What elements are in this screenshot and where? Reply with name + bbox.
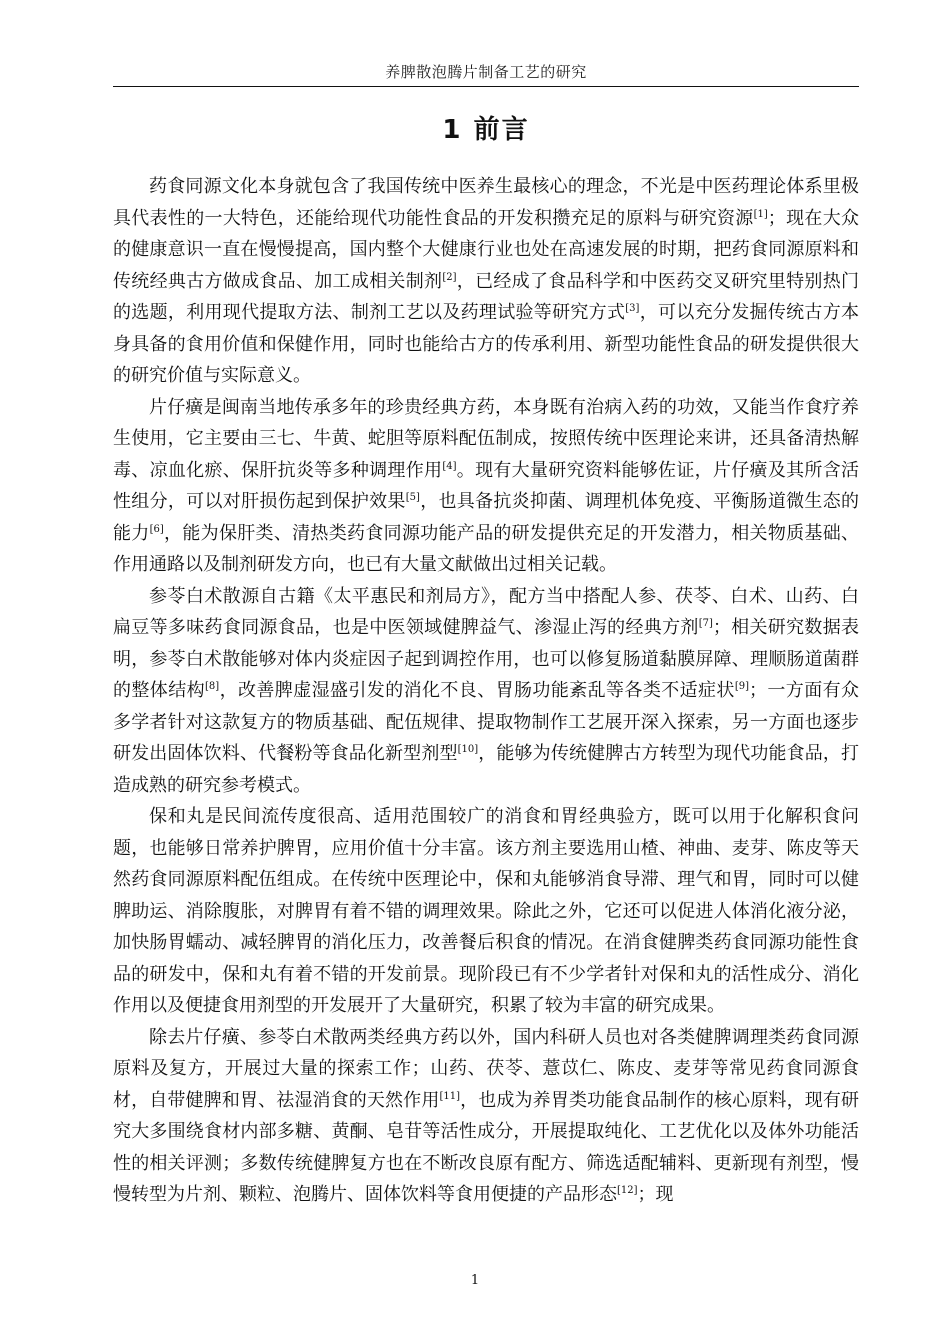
text-run: ，改善脾虚湿盛引发的消化不良、胃肠功能紊乱等各类不适症状: [219, 680, 735, 701]
citation: [6]: [149, 523, 164, 535]
text-run: 片仔癀是闽南当地传承多年的珍贵经典方药，本身既有治病入药的功效，又能当作食疗养生使用，它主要由三七、牛黄、蛇胆等原料配伍制成，按照传统中医理论来讲，还具备清热解毒、凉血化瘀、保肝抗炎等多种调理作用: [113, 396, 859, 481]
citation: [9]: [734, 681, 749, 692]
text-run: ；现: [637, 1184, 674, 1205]
body-text: [113, 171, 859, 1211]
text-run: ，能够为传统健脾古方转型为现代功能食品，打造成熟的研究参考模式。: [113, 743, 860, 796]
text-run: ；现在大众的健康意识一直在慢慢提高，国内整个大健康行业也处在高速发展的时期，把药食同源原料和传统经典古方做成食品、加工成相关制剂: [113, 207, 860, 292]
citation: [3]: [625, 303, 640, 314]
citation: [1]: [753, 208, 768, 220]
text-run: ，能为保肝类、清热类药食同源功能产品的研发提供充足的开发潜力，相关物质基础、作用通路以及制剂研发方向，也已有大量文献做出过相关记载。: [113, 522, 859, 575]
citation: [2]: [442, 271, 457, 283]
citation: [8]: [205, 681, 220, 692]
chapter-title: 1 前言: [442, 115, 530, 145]
paragraph-other-formulas: [113, 1022, 859, 1211]
citation: [7]: [698, 618, 713, 629]
header-divider: [113, 86, 859, 87]
page-number: 1: [470, 1273, 480, 1288]
citation: [12]: [617, 1185, 638, 1196]
text-run: ，已经成了食品科学和中医药交叉研究里特别热门的选题，利用现代提取方法、制剂工艺以及药理试验等研究方式: [113, 270, 860, 323]
text-run: 除去片仔癀、参苓白术散两类经典方药以外，国内科研人员也对各类健脾调理类药食同源原料及复方，开展过大量的探索工作；山药、茯苓、薏苡仁、陈皮、麦芽等常见药食同源食材，自带健脾和胃、祛湿消食的天然作用: [113, 1026, 859, 1111]
paragraph-pianzaihuang: [113, 392, 859, 581]
text-run: ；相关研究数据表明，参苓白术散能够对体内炎症因子起到调控作用，也可以修复肠道黏膜屏障、理顺肠道菌群的整体结构: [113, 617, 859, 701]
paragraph-baohe-wan: [113, 801, 859, 1022]
text-run: ，也具备抗炎抑菌、调理机体免疫、平衡肠道微生态的能力: [113, 491, 860, 544]
text-run: 药食同源文化本身就包含了我国传统中医养生最核心的理念，不光是中医药理论体系里极具代表性的一大特色，还能给现代功能性食品的开发积攒充足的原料与研究资源: [113, 176, 859, 229]
text-run: 保和丸是民间流传度很高、适用范围较广的消食和胃经典验方，既可以用于化解积食问题，也能够日常养护脾胃，应用价值十分丰富。该方剂主要选用山楂、神曲、麦芽、陈皮等天然药食同源原料配伍组成。在传统中医理论中，保和丸能够消食导滞、理气和胃，同时可以健脾助运、消除腹胀，对脾胃有着不错的调理效果。除此之外，它还可以促进人体消化液分泌，加快肠胃蠕动、减轻脾胃的消化压力，改善餐后积食的情况。在消食健脾类药食同源功能性食品的研发中，保和丸有着不错的开发前景。现阶段已有不少学者针对保和丸的活性成分、消化作用以及便捷食用剂型的开发展开了大量研究，积累了较为丰富的研究成果。: [113, 806, 859, 1016]
text-run: ，可以充分发掘传统古方本身具备的食用价值和保健作用，同时也能给古方的传承利用、新型功能性食品的研发提供很大的研究价值与实际意义。: [113, 302, 860, 386]
text-run: ；一方面有众多学者针对这款复方的物质基础、配伍规律、提取物制作工艺展开深入探索，另一方面也逐步研发出固体饮料、代餐粉等食品化新型剂型: [113, 680, 860, 764]
paragraph-intro: [113, 171, 859, 392]
citation: [5]: [405, 492, 420, 503]
text-run: 参苓白术散源自古籍《太平惠民和剂局方》，配方当中搭配人参、茯苓、白术、山药、白扁豆等多味药食同源食品，也是中医领域健脾益气、渗湿止泻的经典方剂: [113, 585, 859, 638]
text-run: ，也成为养胃类功能食品制作的核心原料，现有研究大多围绕食材内部多糖、黄酮、皂苷等活性成分，开展提取纯化、工艺优化以及体外功能活性的相关评测；多数传统健脾复方也在不断改良原有配方、筛选适配辅料、更新现有剂型，慢慢转型为片剂、颗粒、泡腾片、固体饮料等食用便捷的产品形态: [113, 1089, 860, 1205]
text-run: 。现有大量研究资料能够佐证，片仔癀及其所含活性组分，可以对肝损伤起到保护效果: [113, 459, 860, 512]
paragraph-shenling-baizhu: [113, 581, 859, 802]
citation: [10]: [457, 744, 479, 755]
citation: [4]: [442, 460, 457, 472]
running-header: 养脾散泡腾片制备工艺的研究: [385, 63, 587, 81]
citation: [11]: [439, 1090, 460, 1102]
